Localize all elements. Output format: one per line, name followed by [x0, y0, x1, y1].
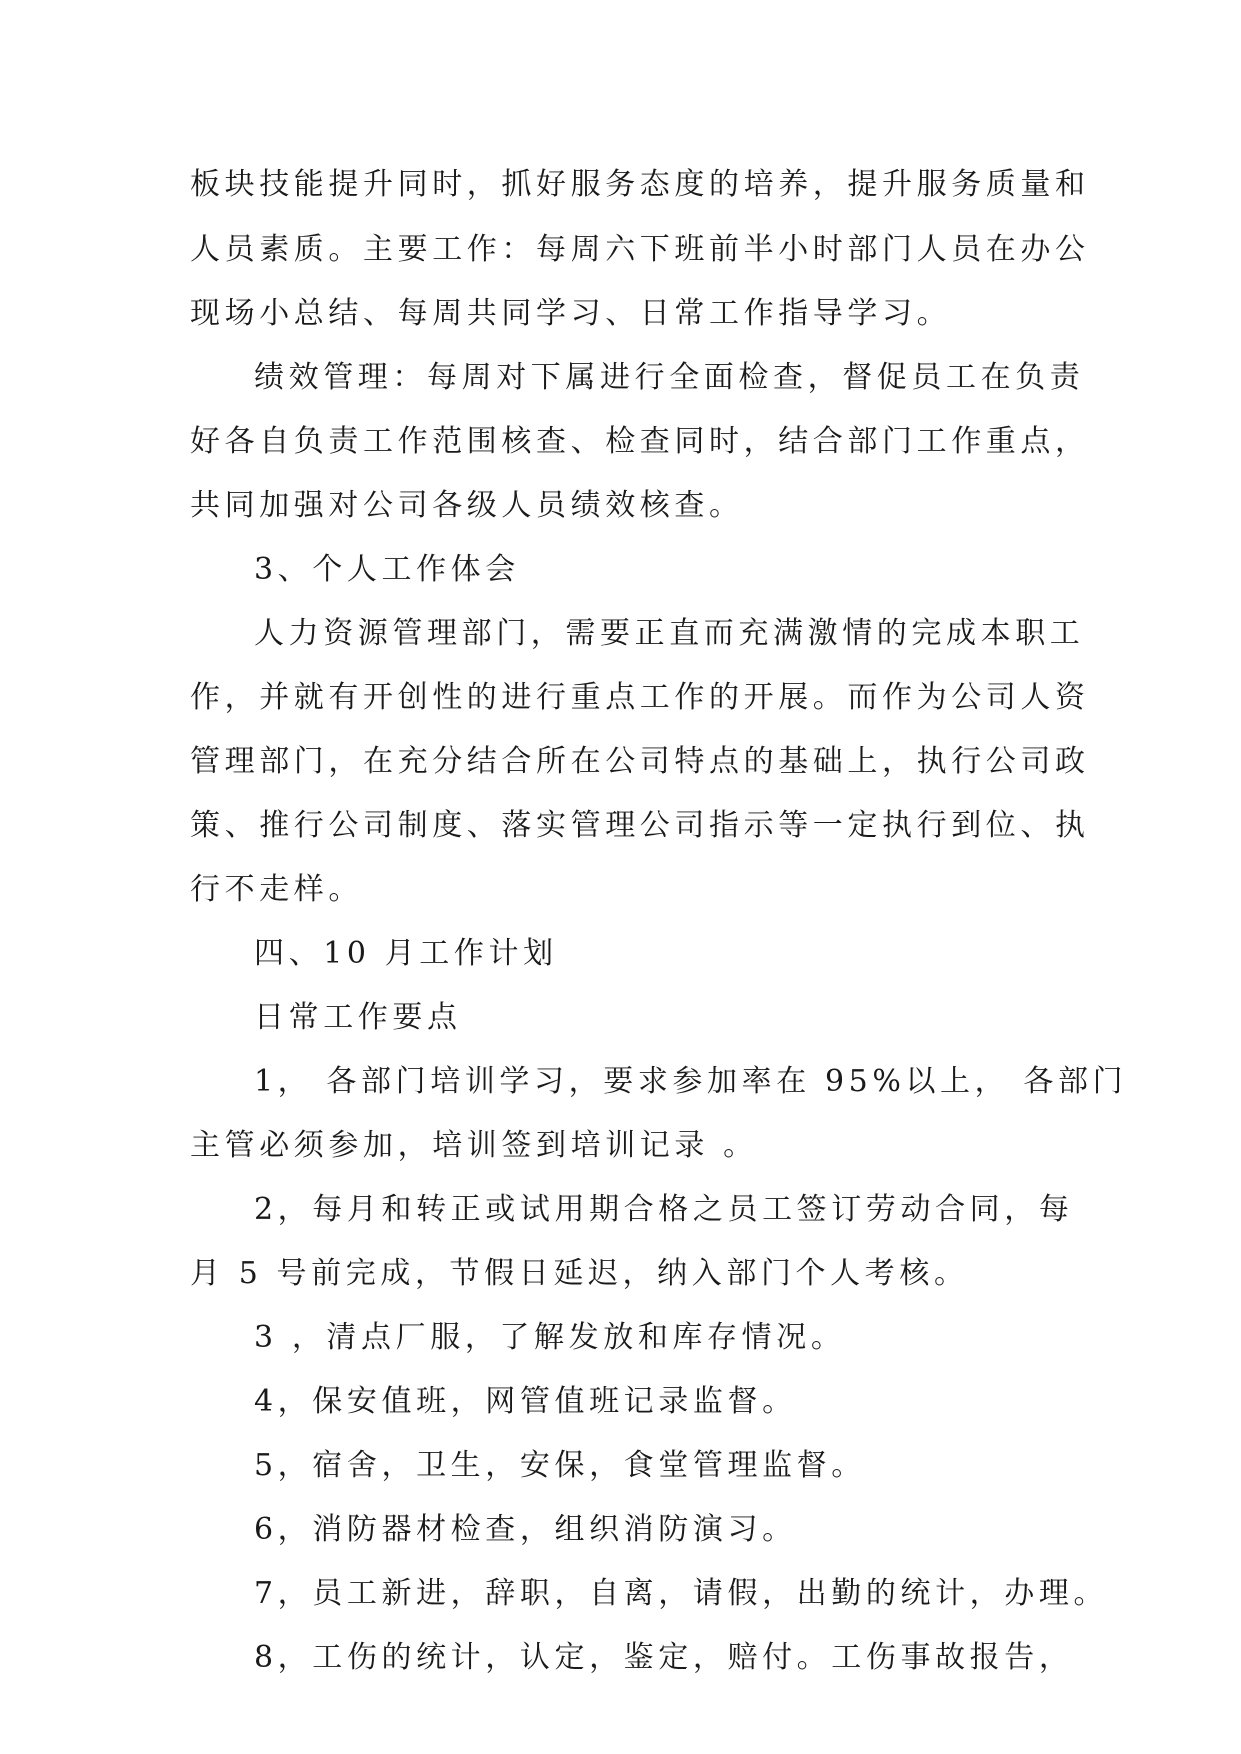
- text-line: 策、推行公司制度、落实管理公司指示等一定执行到位、执: [190, 808, 1090, 843]
- text-line: 管理部门，在充分结合所在公司特点的基础上，执行公司政: [190, 744, 1090, 779]
- text-line: 现场小总结、每周共同学习、日常工作指导学习。: [190, 296, 952, 331]
- list-item: 1， 各部门培训学习，要求参加率在 95%以上， 各部门: [254, 1064, 1128, 1099]
- list-item: 2，每月和转正或试用期合格之员工签订劳动合同，每: [254, 1192, 1074, 1227]
- list-item: 4，保安值班，网管值班记录监督。: [254, 1384, 797, 1419]
- text-line: 板块技能提升同时，抓好服务态度的培养，提升服务质量和: [190, 167, 1090, 202]
- list-item: 7，员工新进，辞职，自离，请假，出勤的统计，办理。: [254, 1576, 1109, 1611]
- list-item: 6，消防器材检查，组织消防演习。: [254, 1512, 797, 1547]
- text-line: 好各自负责工作范围核查、检查同时，结合部门工作重点，: [190, 424, 1090, 459]
- paragraph-start-line: 绩效管理：每周对下属进行全面检查，督促员工在负责: [254, 360, 1085, 395]
- text-line: 行不走样。: [190, 872, 363, 907]
- section-heading: 四、10 月工作计划: [254, 936, 558, 971]
- list-item-continuation: 主管必须参加，培训签到培训记录 。: [190, 1128, 758, 1163]
- list-item-continuation: 月 5 号前完成，节假日延迟，纳入部门个人考核。: [190, 1256, 969, 1291]
- list-item: 8，工伤的统计，认定，鉴定，赔付。工伤事故报告，: [254, 1640, 1074, 1675]
- subsection-heading: 日常工作要点: [254, 1000, 462, 1035]
- section-heading: 3、个人工作体会: [254, 552, 520, 587]
- list-item: 3 ，清点厂服，了解发放和库存情况。: [254, 1320, 846, 1355]
- text-line: 作，并就有开创性的进行重点工作的开展。而作为公司人资: [190, 680, 1090, 715]
- text-line: 共同加强对公司各级人员绩效核查。: [190, 488, 744, 523]
- text-line: 人员素质。主要工作：每周六下班前半小时部门人员在办公: [190, 232, 1090, 267]
- paragraph-start-line: 人力资源管理部门，需要正直而充满激情的完成本职工: [254, 616, 1085, 651]
- list-item: 5，宿舍，卫生，安保，食堂管理监督。: [254, 1448, 866, 1483]
